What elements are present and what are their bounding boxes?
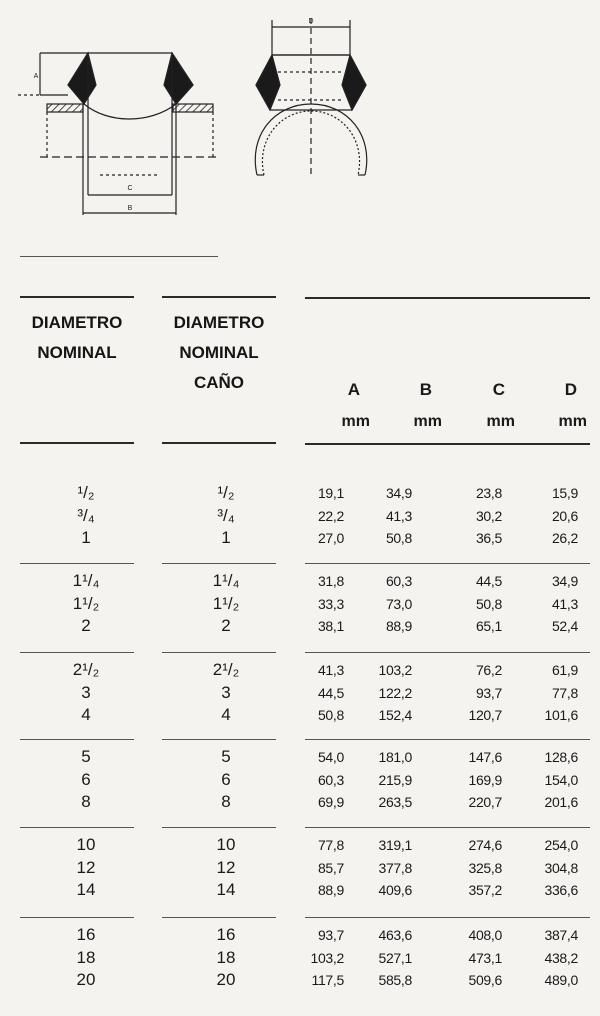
cell-d: 34,9	[551, 573, 578, 589]
pipe-wall-right	[173, 104, 213, 112]
cell-pipe: 1	[221, 528, 231, 547]
cell-a: 19,1	[317, 485, 344, 501]
group-separator	[305, 827, 590, 828]
cell-b: 409,6	[378, 882, 412, 898]
cell-a: 44,5	[317, 684, 344, 701]
cell-b: 319,1	[378, 837, 412, 853]
cell-b: 152,4	[378, 707, 412, 723]
cell-b: 41,3	[385, 507, 412, 524]
table-row	[0, 834, 600, 857]
cell-pipe: 18	[216, 947, 236, 967]
cell-d: 61,9	[551, 662, 578, 678]
cell-a: 103,2	[310, 949, 344, 966]
cell-c: 44,5	[475, 573, 502, 589]
cell-d: 304,8	[544, 859, 578, 876]
cell-nominal: 14	[76, 880, 96, 899]
cell-b: 377,8	[378, 859, 412, 876]
group-separator	[162, 563, 276, 564]
cell-b: 60,3	[385, 573, 412, 589]
table-row	[0, 924, 600, 947]
cell-nominal: 18	[76, 947, 96, 967]
group-separator	[20, 739, 134, 740]
cell-b: 103,2	[378, 662, 412, 678]
header-dim-a: A	[347, 380, 360, 399]
cell-b: 122,2	[378, 684, 412, 701]
group-separator	[20, 652, 134, 653]
row-group	[0, 482, 600, 550]
drawing-separator	[20, 256, 218, 257]
cell-d: 336,6	[544, 882, 578, 898]
cell-c: 147,6	[468, 749, 502, 765]
table-row	[0, 857, 600, 880]
cell-b: 215,9	[378, 771, 412, 788]
cell-pipe: 14	[216, 880, 236, 899]
cell-d: 101,6	[544, 707, 578, 723]
cell-c: 65,1	[475, 618, 502, 634]
cell-a: 27,0	[317, 530, 344, 546]
header-dim-b: B	[419, 380, 432, 399]
group-separator	[305, 739, 590, 740]
group-separator	[20, 917, 134, 918]
table-row	[0, 615, 600, 638]
table-row	[0, 704, 600, 727]
cell-pipe: 16	[216, 925, 236, 944]
cell-d: 128,6	[544, 749, 578, 765]
dim-label-a: A	[33, 73, 39, 80]
cell-nominal: 1¹/₂	[72, 593, 100, 613]
cell-c: 473,1	[468, 949, 502, 966]
cell-nominal: 4	[81, 705, 91, 724]
header-pipe-diameter: DIAMETRO NOMINAL CAÑO	[173, 313, 265, 392]
cell-a: 69,9	[317, 794, 344, 810]
table-row	[0, 791, 600, 814]
cell-nominal: 6	[81, 769, 91, 789]
cell-b: 463,6	[378, 927, 412, 943]
cell-b: 88,9	[385, 618, 412, 634]
table-row	[0, 682, 600, 705]
cell-a: 77,8	[317, 837, 344, 853]
unit-d: mm	[558, 413, 587, 430]
group-separator	[305, 652, 590, 653]
cell-c: 509,6	[468, 972, 502, 988]
cell-nominal: ³/₄	[77, 505, 95, 525]
cell-c: 169,9	[468, 771, 502, 788]
cell-pipe: 5	[221, 747, 231, 766]
header-dim-d: D	[564, 380, 577, 399]
cell-a: 117,5	[311, 972, 344, 988]
cell-a: 33,3	[317, 595, 344, 612]
dim-label-b: B	[127, 205, 133, 212]
cell-a: 88,9	[317, 882, 344, 898]
weld-bevel-right-view-right	[342, 55, 366, 110]
cell-nominal: 3	[81, 682, 91, 702]
cell-nominal: ¹/₂	[77, 483, 95, 502]
cell-nominal: 5	[81, 747, 91, 766]
cell-c: 357,2	[468, 882, 502, 898]
table-row	[0, 769, 600, 792]
header-nominal-diameter: DIAMETRO NOMINAL	[31, 313, 123, 362]
table-row	[0, 746, 600, 769]
cell-a: 54,0	[317, 749, 344, 765]
header-bottom-rule-2	[162, 442, 276, 444]
fitting-drawing	[0, 0, 600, 250]
header-bottom-rule-1	[20, 442, 134, 444]
unit-c: mm	[486, 413, 515, 430]
cell-nominal: 12	[76, 857, 96, 877]
group-separator	[162, 917, 276, 918]
cell-pipe: 2¹/₂	[212, 660, 240, 679]
cell-pipe: 8	[221, 792, 231, 811]
table-row	[0, 947, 600, 970]
header-top-rule-2	[162, 296, 276, 298]
cell-c: 36,5	[475, 530, 502, 546]
cell-nominal: 16	[76, 925, 96, 944]
cell-b: 263,5	[378, 794, 412, 810]
row-group	[0, 570, 600, 638]
cell-nominal: 1	[81, 528, 91, 547]
table-row	[0, 482, 600, 505]
cell-b: 527,1	[378, 949, 412, 966]
cell-d: 41,3	[551, 595, 578, 612]
cell-d: 154,0	[544, 771, 578, 788]
group-separator	[162, 827, 276, 828]
row-group	[0, 659, 600, 727]
cell-b: 73,0	[385, 595, 412, 612]
cell-a: 50,8	[317, 707, 344, 723]
cell-pipe: 1¹/₂	[212, 593, 240, 613]
cell-c: 23,8	[475, 485, 502, 501]
cell-d: 26,2	[551, 530, 578, 546]
cell-nominal: 2¹/₂	[72, 660, 100, 679]
weld-bevel-right	[164, 53, 193, 104]
cell-b: 34,9	[385, 485, 412, 501]
table-row	[0, 505, 600, 528]
cell-b: 181,0	[378, 749, 412, 765]
cell-nominal: 10	[76, 835, 96, 854]
cell-d: 438,2	[544, 949, 578, 966]
unit-b: mm	[413, 413, 442, 430]
cell-pipe: 20	[216, 970, 236, 989]
pipe-wall-left	[47, 104, 83, 112]
group-separator	[305, 563, 590, 564]
cell-a: 85,7	[317, 859, 344, 876]
group-separator	[20, 827, 134, 828]
cell-a: 93,7	[317, 927, 344, 943]
cell-a: 41,3	[317, 662, 344, 678]
cell-a: 38,1	[317, 618, 344, 634]
cell-pipe: 12	[216, 857, 236, 877]
unit-a: mm	[341, 413, 370, 430]
cell-c: 408,0	[468, 927, 502, 943]
cell-c: 50,8	[475, 595, 502, 612]
table-row	[0, 527, 600, 550]
cell-d: 387,4	[544, 927, 578, 943]
cell-a: 31,8	[317, 573, 344, 589]
cell-pipe: ¹/₂	[217, 483, 235, 502]
cell-nominal: 20	[76, 970, 96, 989]
cell-c: 220,7	[468, 794, 502, 810]
dim-label-d: D	[308, 18, 314, 25]
cell-c: 30,2	[475, 507, 502, 524]
cell-d: 15,9	[551, 485, 578, 501]
weld-bevel-left	[68, 53, 96, 104]
cell-c: 76,2	[475, 662, 502, 678]
cell-d: 20,6	[551, 507, 578, 524]
row-group	[0, 746, 600, 814]
table-row	[0, 593, 600, 616]
cell-pipe: 3	[221, 682, 231, 702]
cell-d: 201,6	[544, 794, 578, 810]
table-row	[0, 659, 600, 682]
row-group	[0, 834, 600, 902]
cell-c: 120,7	[468, 707, 502, 723]
cell-nominal: 1¹/₄	[72, 571, 100, 590]
header-dim-c: C	[492, 380, 505, 399]
table-row	[0, 969, 600, 992]
cell-pipe: ³/₄	[217, 505, 235, 525]
cell-a: 60,3	[317, 771, 344, 788]
cell-a: 22,2	[317, 507, 344, 524]
group-separator	[162, 652, 276, 653]
cell-d: 489,0	[544, 972, 578, 988]
cell-pipe: 10	[216, 835, 236, 854]
cell-pipe: 4	[221, 705, 231, 724]
cell-pipe: 1¹/₄	[212, 571, 240, 590]
table-row	[0, 570, 600, 593]
row-group	[0, 924, 600, 992]
dim-label-c: C	[127, 185, 133, 192]
cell-pipe: 2	[221, 616, 231, 635]
cell-nominal: 2	[81, 616, 91, 635]
cell-d: 52,4	[551, 618, 578, 634]
cell-b: 50,8	[385, 530, 412, 546]
group-separator	[162, 739, 276, 740]
cell-d: 254,0	[544, 837, 578, 853]
cell-c: 93,7	[475, 684, 502, 701]
cell-d: 77,8	[551, 684, 578, 701]
table-row	[0, 879, 600, 902]
weld-bevel-right-view-left	[256, 55, 280, 110]
header-top-rule-1	[20, 296, 134, 298]
cell-c: 274,6	[468, 837, 502, 853]
cell-pipe: 6	[221, 769, 231, 789]
cell-nominal: 8	[81, 792, 91, 811]
group-separator	[20, 563, 134, 564]
header-top-rule-3	[305, 297, 590, 299]
cell-c: 325,8	[468, 859, 502, 876]
header-bottom-rule-3	[305, 443, 590, 445]
group-separator	[305, 917, 590, 918]
cell-b: 585,8	[378, 972, 412, 988]
